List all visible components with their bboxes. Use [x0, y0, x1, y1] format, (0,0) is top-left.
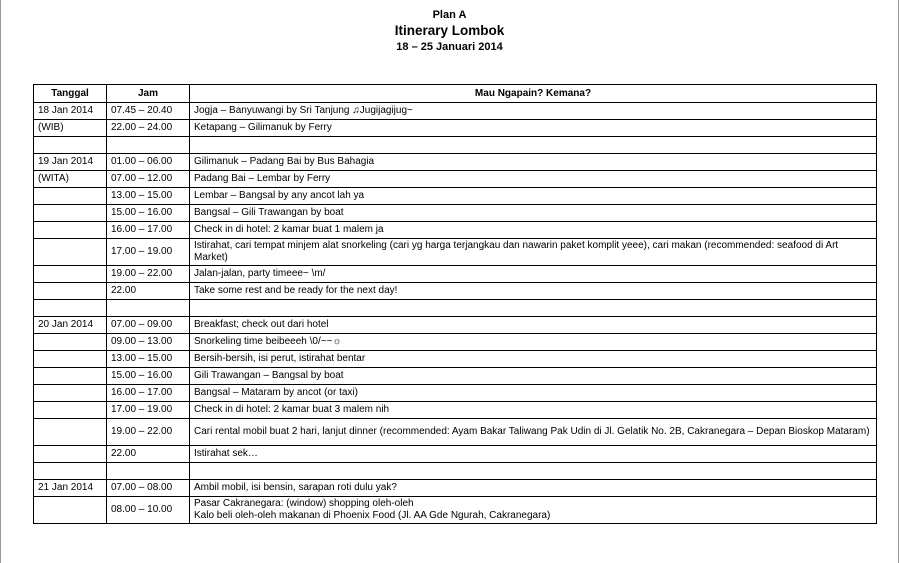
time-cell: 07.45 – 20.40 [107, 103, 190, 120]
table-row [34, 283, 877, 300]
table-row [34, 154, 877, 171]
date-cell [34, 266, 107, 283]
time-cell: 07.00 – 12.00 [107, 171, 190, 188]
header-tanggal: Tanggal [34, 85, 107, 103]
table-row-blank [34, 300, 877, 317]
header-activity: Mau Ngapain? Kemana? [190, 85, 877, 103]
date-cell [34, 419, 107, 446]
date-cell: 19 Jan 2014 [34, 154, 107, 171]
activity-cell: Cari rental mobil buat 2 hari, lanjut dinner (recommended: Ayam Bakar Taliwang Pak Udin di Jl. Gelatik No. 2B, Cakranegara – Depan Bioskop Mataram) [190, 419, 877, 446]
table-row [34, 120, 877, 137]
activity-cell: Jogja – Banyuwangi by Sri Tanjung ♫Jugijagijug~ [190, 103, 877, 120]
date-cell [34, 463, 107, 480]
plan-label: Plan A [432, 9, 467, 21]
date-range: 18 – 25 Januari 2014 [396, 41, 503, 53]
date-cell [34, 446, 107, 463]
time-cell: 17.00 – 19.00 [107, 239, 190, 266]
date-cell: 20 Jan 2014 [34, 317, 107, 334]
table-row [34, 402, 877, 419]
activity-cell [190, 463, 877, 480]
date-cell [34, 385, 107, 402]
header-jam: Jam [107, 85, 190, 103]
date-cell [34, 351, 107, 368]
time-cell: 09.00 – 13.00 [107, 334, 190, 351]
table-row-blank [34, 137, 877, 154]
table-row [34, 317, 877, 334]
date-cell [34, 368, 107, 385]
time-cell [107, 300, 190, 317]
time-cell: 15.00 – 16.00 [107, 368, 190, 385]
time-cell: 01.00 – 06.00 [107, 154, 190, 171]
activity-cell: Bangsal – Gili Trawangan by boat [190, 205, 877, 222]
table-row [34, 419, 877, 446]
date-cell [34, 334, 107, 351]
time-cell: 15.00 – 16.00 [107, 205, 190, 222]
time-cell: 07.00 – 08.00 [107, 480, 190, 497]
table-row [34, 266, 877, 283]
table-row [34, 480, 877, 497]
activity-cell: Check in di hotel: 2 kamar buat 3 malem nih [190, 402, 877, 419]
table-row [34, 368, 877, 385]
date-cell: (WITA) [34, 171, 107, 188]
time-cell: 17.00 – 19.00 [107, 402, 190, 419]
table-row [34, 103, 877, 120]
activity-cell: Breakfast; check out dari hotel [190, 317, 877, 334]
time-cell: 08.00 – 10.00 [107, 497, 190, 524]
itinerary-table [33, 84, 877, 524]
page-left-edge [0, 0, 1, 563]
activity-cell [190, 137, 877, 154]
activity-cell: Jalan-jalan, party timeee~ \m/ [190, 266, 877, 283]
time-cell: 16.00 – 17.00 [107, 222, 190, 239]
table-row [34, 239, 877, 266]
date-cell [34, 497, 107, 524]
date-cell [34, 137, 107, 154]
time-cell: 07.00 – 09.00 [107, 317, 190, 334]
date-cell [34, 300, 107, 317]
time-cell: 13.00 – 15.00 [107, 351, 190, 368]
table-row [34, 171, 877, 188]
activity-cell: Bangsal – Mataram by ancot (or taxi) [190, 385, 877, 402]
activity-cell: Istirahat sek… [190, 446, 877, 463]
table-row [34, 188, 877, 205]
table-row [34, 497, 877, 524]
activity-cell: Snorkeling time beibeeeh \0/~~☼ [190, 334, 877, 351]
time-cell: 22.00 [107, 446, 190, 463]
activity-cell: Bersih-bersih, isi perut, istirahat bentar [190, 351, 877, 368]
date-cell [34, 222, 107, 239]
date-cell [34, 239, 107, 266]
table-row [34, 446, 877, 463]
time-cell [107, 463, 190, 480]
activity-cell: Padang Bai – Lembar by Ferry [190, 171, 877, 188]
table-row [34, 334, 877, 351]
time-cell [107, 137, 190, 154]
table-row [34, 351, 877, 368]
date-cell: 18 Jan 2014 [34, 103, 107, 120]
date-cell [34, 205, 107, 222]
activity-cell: Check in di hotel: 2 kamar buat 1 malem ja [190, 222, 877, 239]
date-cell [34, 188, 107, 205]
table-row-blank [34, 463, 877, 480]
activity-cell: Ketapang – Gilimanuk by Ferry [190, 120, 877, 137]
activity-cell: Istirahat, cari tempat minjem alat snorkeling (cari yg harga terjangkau dan nawarin paket komplit yeee), cari makan (recommended: seafood di Art Market) [190, 239, 877, 266]
time-cell: 13.00 – 15.00 [107, 188, 190, 205]
time-cell: 16.00 – 17.00 [107, 385, 190, 402]
activity-cell: Gilimanuk – Padang Bai by Bus Bahagia [190, 154, 877, 171]
activity-cell: Lembar – Bangsal by any ancot lah ya [190, 188, 877, 205]
time-cell: 22.00 – 24.00 [107, 120, 190, 137]
table-row [34, 385, 877, 402]
date-cell [34, 402, 107, 419]
time-cell: 22.00 [107, 283, 190, 300]
activity-cell: Gili Trawangan – Bangsal by boat [190, 368, 877, 385]
table-row [34, 205, 877, 222]
page-title: Itinerary Lombok [394, 23, 505, 38]
activity-cell: Take some rest and be ready for the next day! [190, 283, 877, 300]
table-header-row [34, 85, 877, 103]
activity-cell: Pasar Cakranegara: (window) shopping oleh-oleh Kalo beli oleh-oleh makanan di Phoenix Food (Jl. AA Gde Ngurah, Cakranegara) [190, 497, 877, 524]
date-cell [34, 283, 107, 300]
activity-cell [190, 300, 877, 317]
table-row [34, 222, 877, 239]
date-cell: 21 Jan 2014 [34, 480, 107, 497]
activity-cell: Ambil mobil, isi bensin, sarapan roti dulu yak? [190, 480, 877, 497]
time-cell: 19.00 – 22.00 [107, 419, 190, 446]
time-cell: 19.00 – 22.00 [107, 266, 190, 283]
date-cell: (WIB) [34, 120, 107, 137]
